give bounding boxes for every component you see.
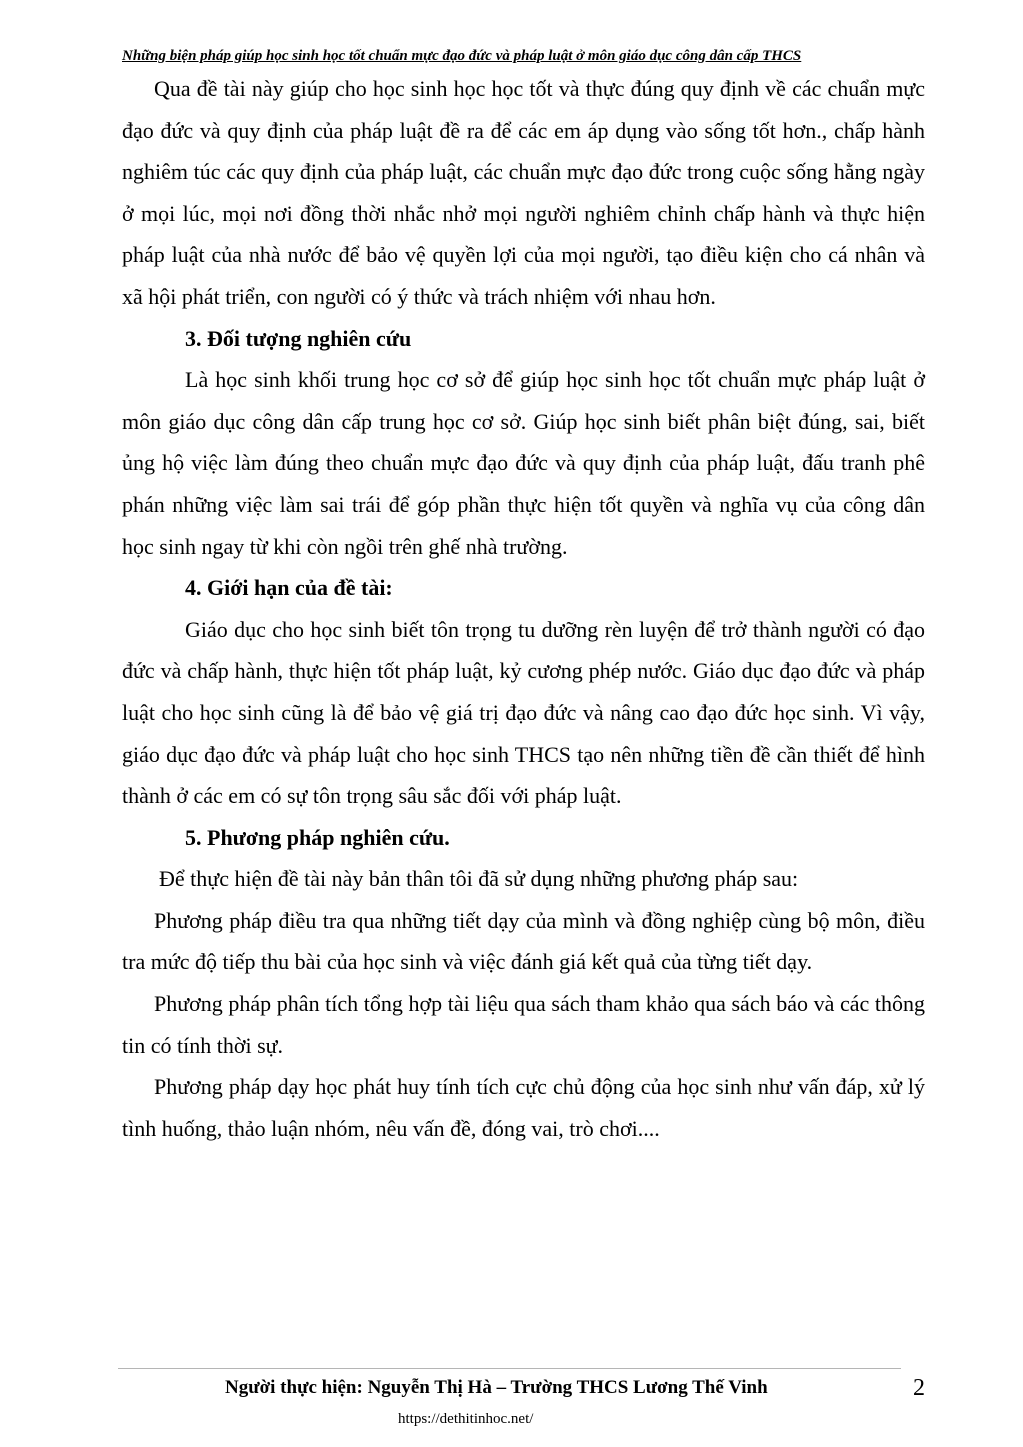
page-number: 2 bbox=[913, 1375, 925, 1401]
running-header: Những biện pháp giúp học sinh học tốt chuẩn mực đạo đức và pháp luật ở môn giáo dục công dân cấp THCS bbox=[122, 48, 802, 64]
body-paragraph: Phương pháp dạy học phát huy tính tích cực chủ động của học sinh như vấn đáp, xử lý tình huống, thảo luận nhóm, nêu vấn đề, đóng vai, trò chơi.... bbox=[122, 1074, 925, 1141]
section-heading: 3. Đối tượng nghiên cứu bbox=[185, 325, 412, 351]
body-paragraph: Phương pháp phân tích tổng hợp tài liệu qua sách tham khảo qua sách báo và các thông tin có tính thời sự. bbox=[122, 991, 925, 1058]
body-paragraph: Để thực hiện đề tài này bản thân tôi đã sử dụng những phương pháp sau: bbox=[159, 866, 799, 892]
body-paragraph: Giáo dục cho học sinh biết tôn trọng tu dưỡng rèn luyện để trở thành người có đạo đức và chấp hành, thực hiện tốt pháp luật, kỷ cương phép nước. Giáo dục đạo đức và pháp luật cho học sinh cũng là để bảo vệ giá trị đạo đức và nâng cao đạo đức học sinh. Vì vậy, giáo dục đạo đức và pháp luật cho học sinh THCS tạo nên những tiền đề cần thiết để hình thành ở các em có sự tôn trọng sâu sắc đối với pháp luật. bbox=[122, 616, 925, 809]
body-paragraph: Là học sinh khối trung học cơ sở để giúp học sinh học tốt chuẩn mực pháp luật ở môn giáo dục công dân cấp trung học cơ sở. Giúp học sinh biết phân biệt đúng, sai, biết ủng hộ việc làm đúng theo chuẩn mực đạo đức và quy định của pháp luật, đấu tranh phê phán những việc làm sai trái để góp phần thực hiện tốt quyền và nghĩa vụ của công dân học sinh ngay từ khi còn ngồi trên ghế nhà trường. bbox=[122, 367, 925, 559]
body-paragraph: Phương pháp điều tra qua những tiết dạy của mình và đồng nghiệp cùng bộ môn, điều tra mức độ tiếp thu bài của học sinh và việc đánh giá kết quả của từng tiết dạy. bbox=[122, 907, 925, 975]
footer-divider bbox=[118, 1368, 901, 1369]
source-url[interactable]: https://dethitinhoc.net/ bbox=[398, 1411, 534, 1427]
section-heading: 5. Phương pháp nghiên cứu. bbox=[185, 824, 450, 850]
body-paragraph: Qua đề tài này giúp cho học sinh học học tốt và thực đúng quy định về các chuẩn mực đạo đức và quy định của pháp luật đề ra để các em áp dụng vào sống tốt hơn., chấp hành nghiêm túc các quy định của pháp luật, các chuẩn mực đạo đức trong cuộc sống hằng ngày ở mọi lúc, mọi nơi đồng thời nhắc nhở mọi người nghiêm chỉnh chấp hành và thực hiện pháp luật của nhà nước để bảo vệ quyền lợi của mọi người, tạo điều kiện cho cá nhân và xã hội phát triển, con người có ý thức và trách nhiệm với nhau hơn. bbox=[122, 76, 925, 309]
footer-author: Người thực hiện: Nguyễn Thị Hà – Trường THCS Lương Thế Vinh bbox=[225, 1377, 768, 1398]
document-body bbox=[122, 68, 925, 1149]
section-heading: 4. Giới hạn của đề tài: bbox=[185, 575, 393, 601]
